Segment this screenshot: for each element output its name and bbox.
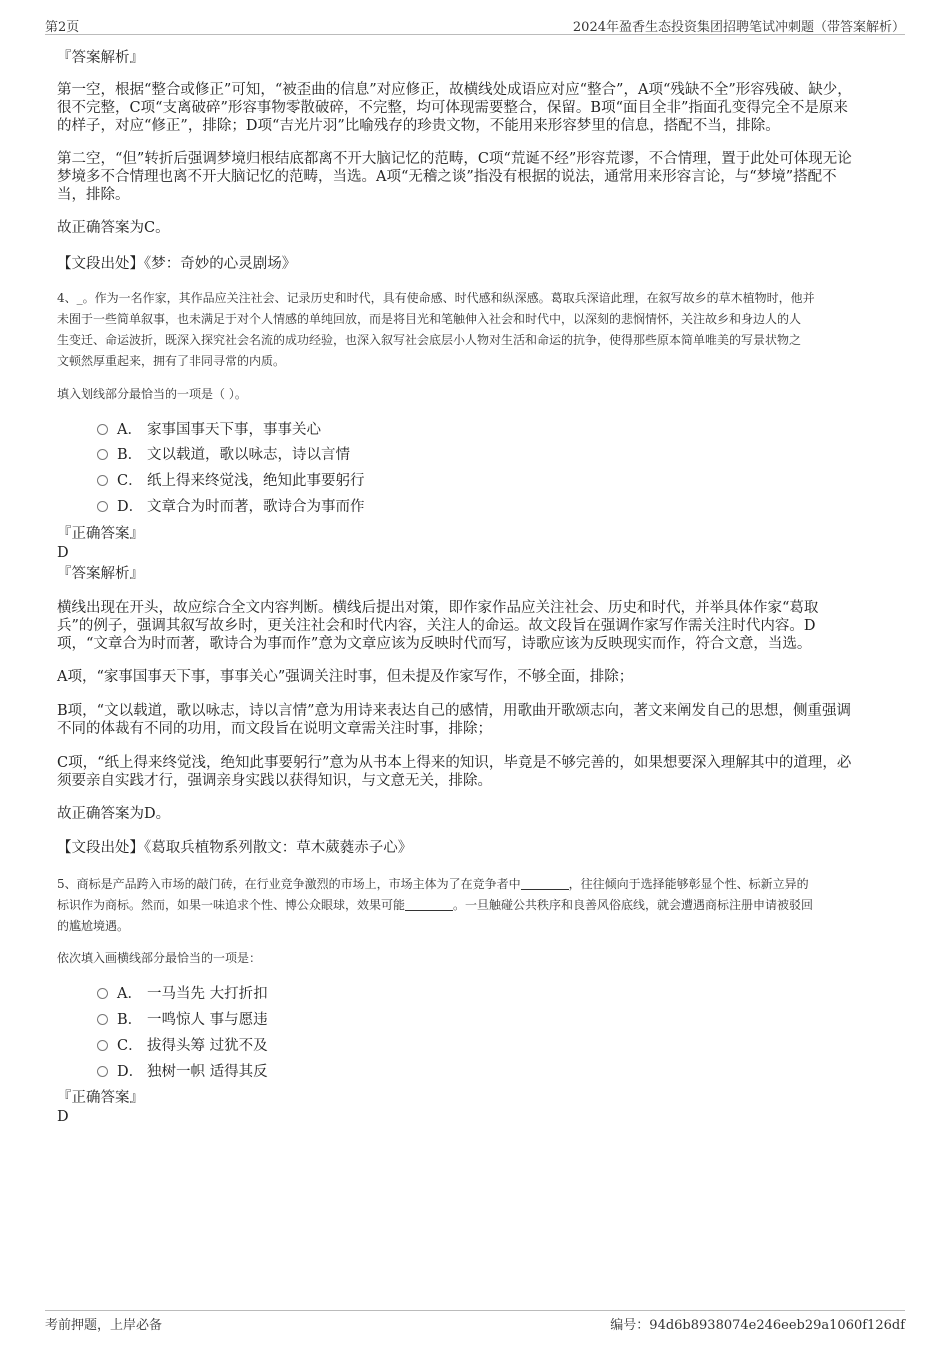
q4-analysis-p4-l2: 须要亲自实践才行，强调亲身实践以获得知识，与文意无关，排除。 [57, 773, 492, 789]
radio-icon[interactable] [97, 1040, 108, 1051]
q5-answer: D [57, 1109, 69, 1125]
q4-answer-title: 『正确答案』 [57, 526, 144, 542]
radio-icon[interactable] [97, 1014, 108, 1025]
q5-option-b[interactable]: B． 一鸣惊人 事与愿违 [97, 1011, 268, 1029]
q4-stem-l4: 文顿然厚重起来，拥有了非同寻常的内质。 [57, 354, 286, 368]
radio-icon[interactable] [97, 1066, 108, 1077]
footer-slogan: 考前押题，上岸必备 [45, 1318, 163, 1333]
page-number: 第2页 [45, 20, 80, 35]
q4-analysis-p3-l1: B项，“文以载道，歌以咏志，诗以言情”意为用诗来表达自己的感情，用歌曲开歌颂志向，著文来阐发自己的思想，侧重强调 [57, 703, 851, 719]
q4-source: 【文段出处】《葛取兵植物系列散文：草木葳蕤赤子心》 [57, 840, 413, 856]
q4-prompt: 填入划线部分最恰当的一项是（ ）。 [57, 387, 247, 401]
q4-option-a[interactable]: A． 家事国事天下事，事事关心 [97, 421, 321, 439]
q3-source: 【文段出处】《梦：奇妙的心灵剧场》 [57, 256, 297, 272]
q4-stem-l3: 生变迁、命运波折，既深入探究社会名流的成功经验，也深入叙写社会底层小人物对生活和命运的抗争，使得那些原本简单唯美的写景状物之 [57, 333, 802, 347]
q3-analysis-p2-l3: 当，排除。 [57, 187, 130, 203]
q3-analysis-p2-l1: 第二空，“但”转折后强调梦境归根结底都离不开大脑记忆的范畴，C项“荒诞不经”形容荒谬，不合情理，置于此处可体现无论 [57, 151, 852, 167]
q4-stem-l2: 未囿于一些简单叙事，也未满足于对个人情感的单纯回放，而是将目光和笔触伸入社会和时代中，以深刻的悲悯情怀，关注故乡和身边人的人 [57, 312, 802, 326]
q4-option-b[interactable]: B． 文以载道，歌以咏志，诗以言情 [97, 446, 350, 464]
q5-stem-l3: 的尴尬境遇。 [57, 919, 130, 933]
q5-prompt: 依次填入画横线部分最恰当的一项是： [57, 951, 262, 965]
q4-analysis-p1-l3: 项，“文章合为时而著，歌诗合为事而作”意为文章应该为反映时代而写，诗歌应该为反映现实而作，符合文意，当选。 [57, 636, 812, 652]
q5-stem-l2: 标识作为商标。然而，如果一味追求个性、博公众眼球，效果可能 。一旦触碰公共秩序和良善风俗底线，就会遭遇商标注册申请被驳回 [57, 898, 814, 912]
q4-analysis-p3-l2: 不同的体裁有不同的功用，而文段旨在说明文章需关注时事，排除； [57, 721, 492, 737]
q4-conclusion: 故正确答案为D。 [57, 806, 171, 822]
q5-stem-l1: 5、商标是产品跨入市场的敲门砖，在行业竞争激烈的市场上，市场主体为了在竞争者中 ，往往倾向于选择能够彰显个性、标新立异的 [57, 877, 809, 891]
q3-analysis-p2-l2: 梦境多不合情理也离不开大脑记忆的范畴，当选。A项“无稽之谈”指没有根据的说法，通常用来形容言论，与“梦境”搭配不 [57, 169, 837, 185]
q4-analysis-p2: A项，“家事国事天下事，事事关心”强调关注时事，但未提及作家写作，不够全面，排除； [57, 669, 634, 685]
q3-analysis-p1-l3: 的样子，对应“修正”，排除；D项“吉光片羽”比喻残存的珍贵文物，不能用来形容梦里的信息，搭配不当，排除。 [57, 118, 780, 134]
page-header [45, 14, 905, 35]
document-id: 编号：94d6b8938074e246eeb29a1060f126df [610, 1318, 905, 1333]
radio-icon[interactable] [97, 424, 108, 435]
q4-stem-l1: 4、_。作为一名作家，其作品应关注社会、记录历史和时代，具有使命感、时代感和纵深感。葛取兵深谙此理，在叙写故乡的草木植物时，他并 [57, 291, 815, 305]
q4-answer: D [57, 545, 69, 561]
q5-option-d[interactable]: D． 独树一帜 适得其反 [97, 1063, 268, 1081]
q4-analysis-p1-l1: 横线出现在开头，故应综合全文内容判断。横线后提出对策，即作家作品应关注社会、历史和时代，并举具体作家“葛取 [57, 600, 819, 616]
radio-icon[interactable] [97, 988, 108, 999]
q3-analysis-p1-l1: 第一空，根据“整合或修正”可知，“被歪曲的信息”对应修正，故横线处成语应对应“整合”，A项“残缺不全”形容残破、缺少， [57, 82, 852, 98]
blank-underline [521, 877, 569, 890]
q4-analysis-p4-l1: C项，“纸上得来终觉浅，绝知此事要躬行”意为从书本上得来的知识，毕竟是不够完善的，如果想要深入理解其中的道理，必 [57, 755, 852, 771]
document-title: 2024年盈香生态投资集团招聘笔试冲刺题（带答案解析） [572, 20, 905, 35]
q5-option-a[interactable]: A． 一马当先 大打折扣 [97, 985, 268, 1003]
q5-answer-title: 『正确答案』 [57, 1090, 144, 1106]
q3-analysis-p1-l2: 很不完整，C项“支离破碎”形容事物零散破碎，不完整，均可体现需要整合，保留。B项“面目全非”指面孔变得完全不是原来 [57, 100, 848, 116]
q4-analysis-title: 『答案解析』 [57, 566, 144, 582]
q4-option-c[interactable]: C． 纸上得来终觉浅，绝知此事要躬行 [97, 472, 365, 490]
blank-underline [405, 898, 453, 911]
q3-analysis-title: 『答案解析』 [57, 50, 144, 66]
q3-conclusion: 故正确答案为C。 [57, 220, 170, 236]
page-footer [45, 1310, 905, 1335]
q5-option-c[interactable]: C． 拔得头筹 过犹不及 [97, 1037, 268, 1055]
q4-option-d[interactable]: D． 文章合为时而著，歌诗合为事而作 [97, 498, 365, 516]
q4-analysis-p1-l2: 兵”的例子，强调其叙写故乡时，更关注社会和时代内容，关注人的命运。故文段旨在强调作家写作需关注时代内容。D [57, 618, 816, 634]
radio-icon[interactable] [97, 449, 108, 460]
radio-icon[interactable] [97, 475, 108, 486]
radio-icon[interactable] [97, 501, 108, 512]
